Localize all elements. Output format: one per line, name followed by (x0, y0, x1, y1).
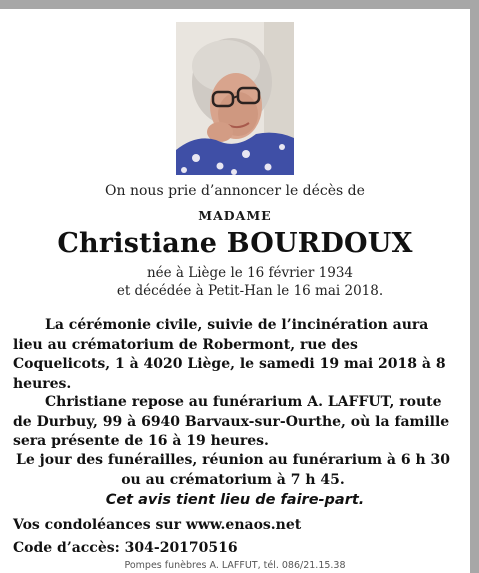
condolences-line: Vos condoléances sur www.enaos.net (13, 517, 302, 533)
ceremony-paragraph (13, 316, 453, 394)
rest-paragraph (13, 393, 453, 452)
ceremony-text: La cérémonie civile, suivie de l’incinération aura lieu au crématorium de Robermont, rue des Coquelicots, 1 à 4020 Liège, le samedi 19 mai 2018 à 8 heures. (13, 317, 446, 392)
dates-block (0, 264, 470, 300)
death-line: et décédée à Petit-Han le 16 mai 2018. (116, 283, 384, 299)
rest-text: Christiane repose au funérarium A. LAFFUT, route de Durbuy, 99 à 6940 Barvaux-sur-Ourthe, où la famille sera présente de 16 à 19 heures. (13, 394, 450, 449)
notice-text: Cet avis tient lieu de faire-part. (105, 492, 365, 508)
footer-credit: Pompes funèbres A. LAFFUT, tél. 086/21.15.38 (124, 560, 346, 571)
intro-text: On nous prie d’annoncer le décès de (105, 183, 365, 199)
funeral-paragraph: Le jour des funérailles, réunion au funérarium à 6 h 30 ou au crématorium à 7 h 45. (16, 452, 450, 488)
birth-line: née à Liège le 16 février 1934 (146, 265, 354, 281)
portrait-photo (176, 22, 294, 175)
deceased-name: Christiane BOURDOUX (57, 228, 413, 259)
access-code-line: Code d’accès: 304-20170516 (13, 540, 238, 556)
honorific: MADAME (198, 208, 272, 223)
obituary-card (0, 9, 470, 573)
